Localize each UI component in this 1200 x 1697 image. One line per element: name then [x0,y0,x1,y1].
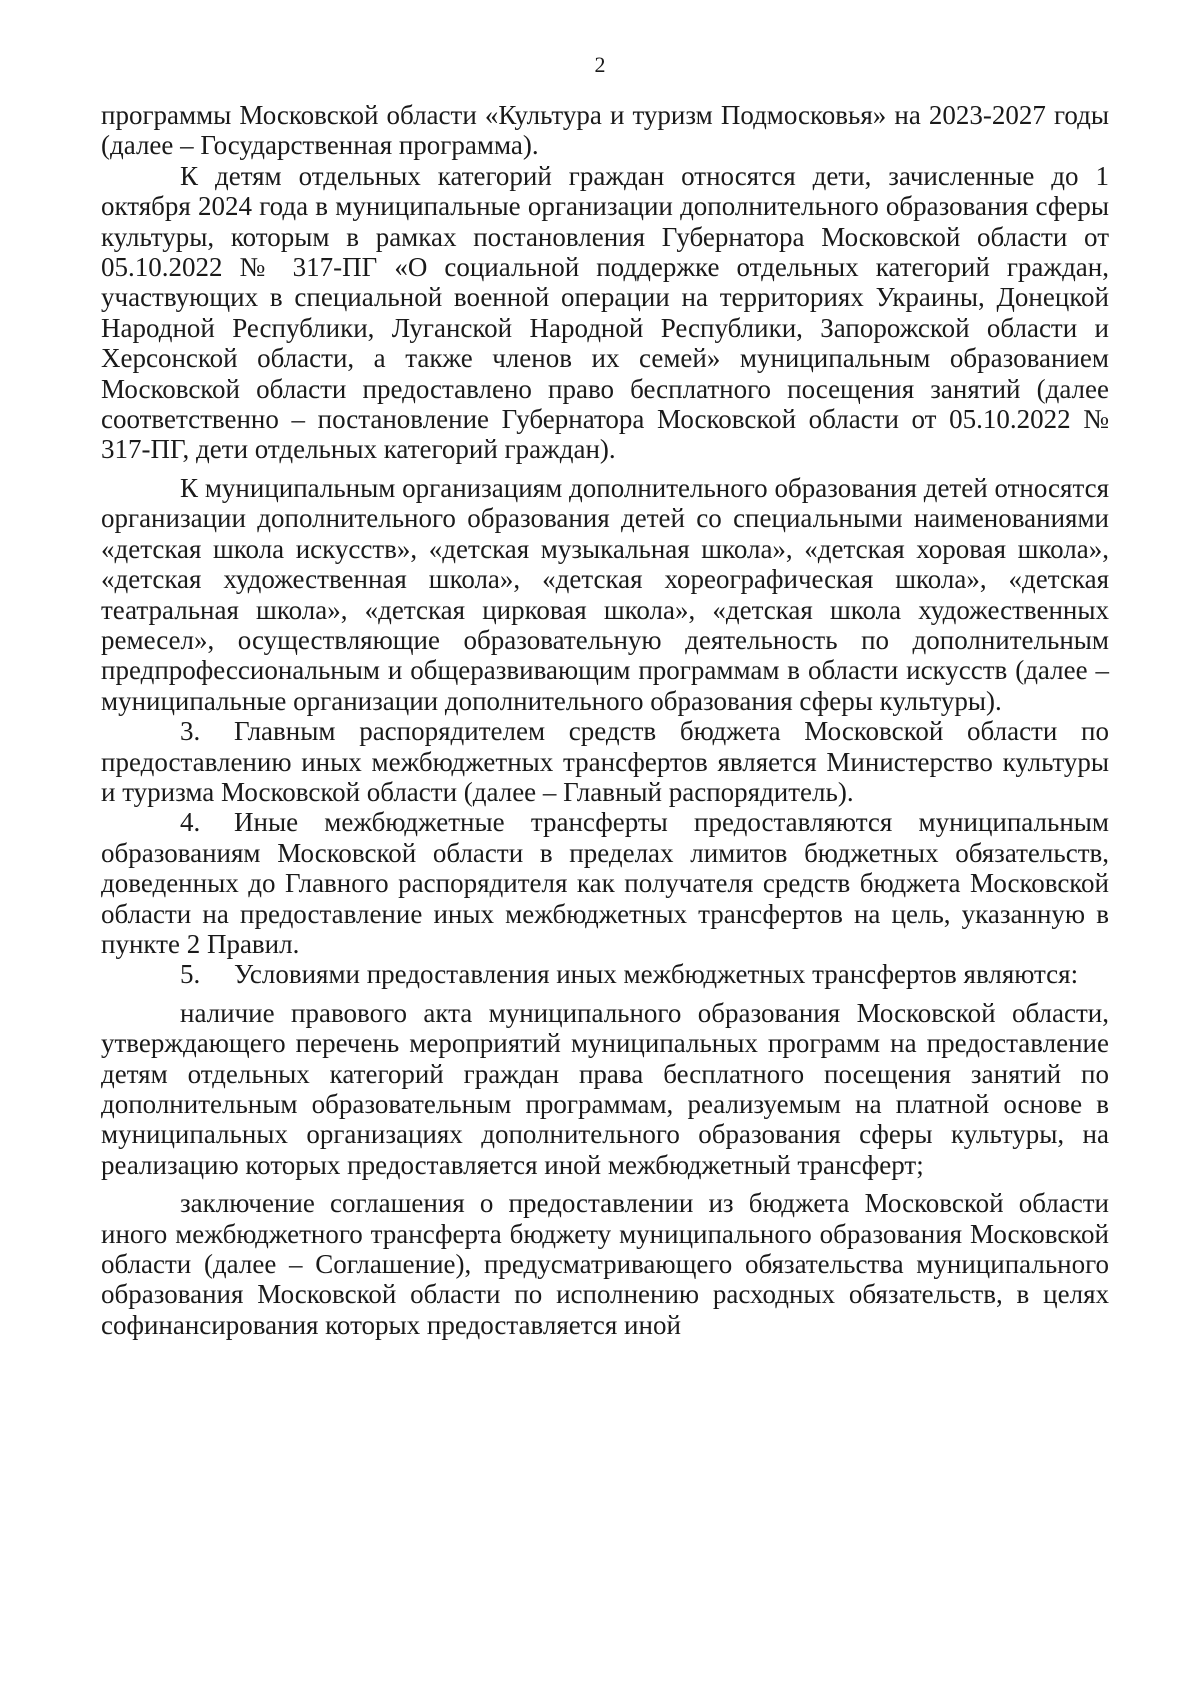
page-number: 2 [594,52,606,77]
paragraph-item-4 [101,807,1109,959]
paragraph-condition-agreement: заключение соглашения о предоставлении из бюджета Московской области иного межбюджетного трансферта бюджету муниципального образования Московской области (далее – Соглашение), предусматривающего обязательства муниципального образования Московской области по исполнению расходных обязательств, в целях софинансирования которых предоставляется иной [101,1188,1109,1340]
item-4-text: Иные межбюджетные трансферты предоставляются муниципальным образованиям Московской области в пределах лимитов бюджетных обязательств, доведенных до Главного распорядителя как получателя средств бюджета Московской области на предоставление иных межбюджетных трансфертов на цель, указанную в пункте 2 Правил. [101,807,1109,959]
paragraph-municipal-organizations: К муниципальным организациям дополнительного образования детей относятся организации дополнительного образования детей со специальными наименованиями «детская школа искусств», «детская музыкальная школа», «детская хоровая школа», «детская художественная школа», «детская хореографическая школа», «детская театральная школа», «детская цирковая школа», «детская школа художественных ремесел», осуществляющие образовательную деятельность по дополнительным предпрофессиональным и общеразвивающим программам в области искусств (далее – муниципальные организации дополнительного образования сферы культуры). [101,472,1109,716]
paragraph-condition-legal-act: наличие правового акта муниципального образования Московской области, утверждающего перечень мероприятий муниципальных программ на предоставление детям отдельных категорий граждан права бесплатного посещения занятий по дополнительным образовательным программам, реализуемым на платной основе в муниципальных организациях дополнительного образования сферы культуры, на реализацию которых предоставляется иной межбюджетный трансферт; [101,997,1109,1180]
item-number-3: 3. [180,716,201,747]
item-number-5: 5. [180,959,201,990]
paragraph-children-categories: К детям отдельных категорий граждан относятся дети, зачисленные до 1 октября 2024 года в муниципальные организации дополнительного образования сферы культуры, которым в рамках постановления Губернатора Московской области от 05.10.2022 № 317-ПГ «О социальной поддержке отдельных категорий граждан, участвующих в специальной военной операции на территориях Украины, Донецкой Народной Республики, Луганской Народной Республики, Запорожской области и Херсонской области, а также членов их семей» муниципальным образованием Московской области предоставлено право бесплатного посещения занятий (далее соответственно – постановление Губернатора Московской области от 05.10.2022 № 317-ПГ, дети отдельных категорий граждан). [101,160,1109,465]
item-number-4: 4. [180,807,201,838]
paragraph-item-5 [101,959,1109,989]
item-3-text: Главным распорядителем средств бюджета Московской области по предоставлению иных межбюджетных трансфертов является Министерство культуры и туризма Московской области (далее – Главный распорядитель). [101,716,1109,807]
document-body [101,100,1109,1340]
paragraph-item-3 [101,716,1109,807]
item-5-text: Условиями предоставления иных межбюджетных трансфертов являются: [234,959,1079,990]
paragraph-program-continuation: программы Московской области «Культура и туризм Подмосковья» на 2023-2027 годы (далее – Государственная программа). [101,100,1109,161]
